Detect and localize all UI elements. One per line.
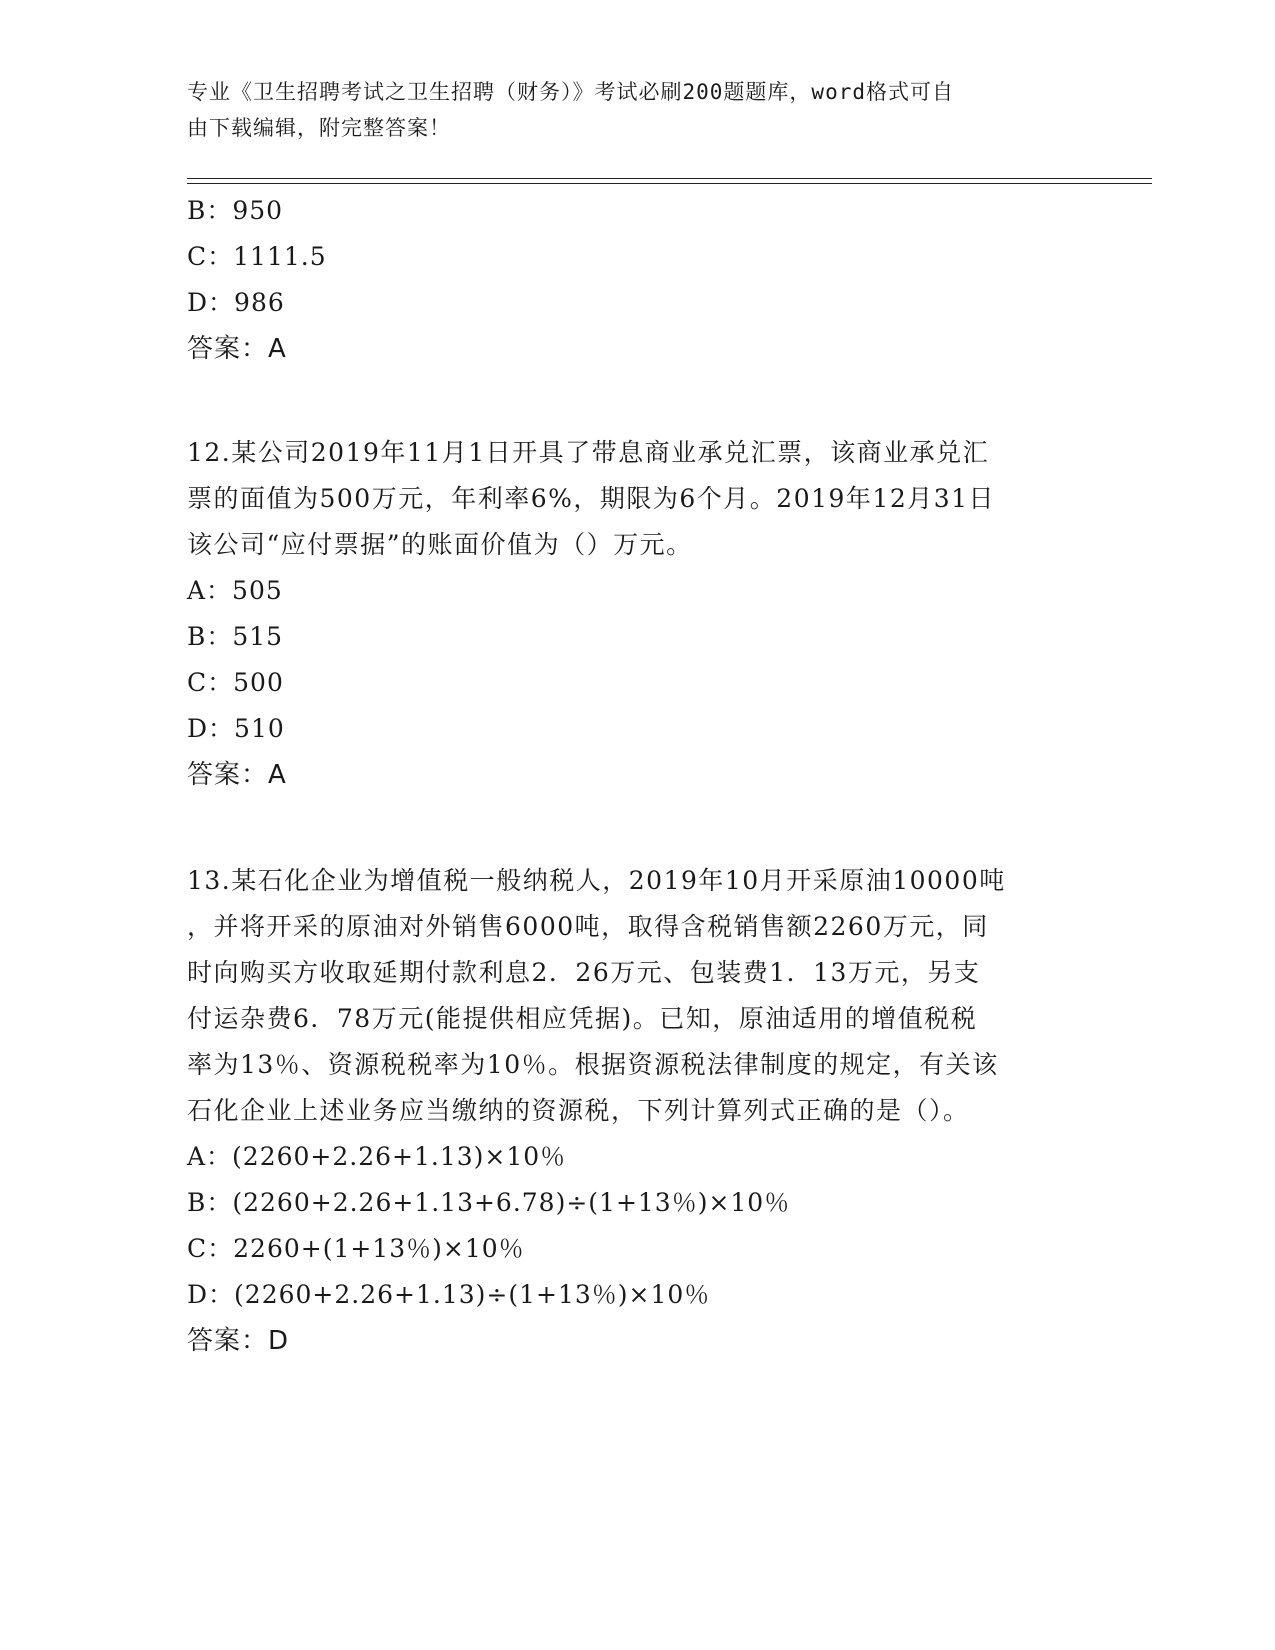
question-text-line: 12.某公司2019年11月1日开具了带息商业承兑汇票，该商业承兑汇 bbox=[187, 438, 990, 467]
question-text-line: 13.某石化企业为增值税一般纳税人，2019年10月开采原油10000吨 bbox=[187, 866, 1006, 895]
option-b: B：515 bbox=[187, 622, 284, 651]
question-11 bbox=[187, 188, 1087, 372]
option-c: C：1111.5 bbox=[187, 242, 327, 271]
question-text-line: 率为13％、资源税税率为10％。根据资源税法律制度的规定，有关该 bbox=[187, 1050, 999, 1079]
option-a: A：505 bbox=[187, 576, 283, 605]
option-b: B：(2260+2.26+1.13+6.78)÷(1+13％)×10％ bbox=[187, 1188, 791, 1217]
question-text-line: 石化企业上述业务应当缴纳的资源税，下列计算列式正确的是（）。 bbox=[187, 1096, 970, 1125]
option-d: D：(2260+2.26+1.13)÷(1+13％)×10％ bbox=[187, 1280, 711, 1309]
option-c: C：2260+(1+13％)×10％ bbox=[187, 1234, 525, 1263]
answer-line: 答案：D bbox=[187, 1326, 290, 1356]
question-text-line: 时向购买方收取延期付款利息2．26万元、包装费1．13万元，另支 bbox=[187, 958, 981, 987]
question-12 bbox=[187, 430, 1087, 798]
option-d: D：986 bbox=[187, 288, 285, 317]
header-line-1: 专业《卫生招聘考试之卫生招聘（财务）》考试必刷200题题库，word格式可自 bbox=[187, 80, 954, 104]
header-divider-top bbox=[187, 178, 1152, 179]
header-line-2: 由下载编辑，附完整答案！ bbox=[187, 116, 451, 140]
option-c: C：500 bbox=[187, 668, 284, 697]
document-body bbox=[187, 188, 1087, 1364]
question-text-line: 该公司“应付票据”的账面价值为（）万元。 bbox=[187, 530, 693, 559]
spacer bbox=[187, 372, 1087, 430]
answer-line: 答案：A bbox=[187, 334, 287, 364]
question-text-line: 票的面值为500万元，年利率6%，期限为6个月。2019年12月31日 bbox=[187, 484, 996, 513]
option-d: D：510 bbox=[187, 714, 285, 743]
document-header bbox=[187, 74, 1067, 146]
question-text-line: ，并将开采的原油对外销售6000吨，取得含税销售额2260万元，同 bbox=[187, 912, 989, 941]
question-text-line: 付运杂费6．78万元(能提供相应凭据)。已知，原油适用的增值税税 bbox=[187, 1004, 978, 1033]
answer-line: 答案：A bbox=[187, 760, 287, 790]
option-a: A：(2260+2.26+1.13)×10％ bbox=[187, 1142, 567, 1171]
spacer bbox=[187, 798, 1087, 858]
header-divider-bottom bbox=[187, 183, 1152, 184]
option-b: B：950 bbox=[187, 196, 284, 225]
question-13 bbox=[187, 858, 1087, 1364]
